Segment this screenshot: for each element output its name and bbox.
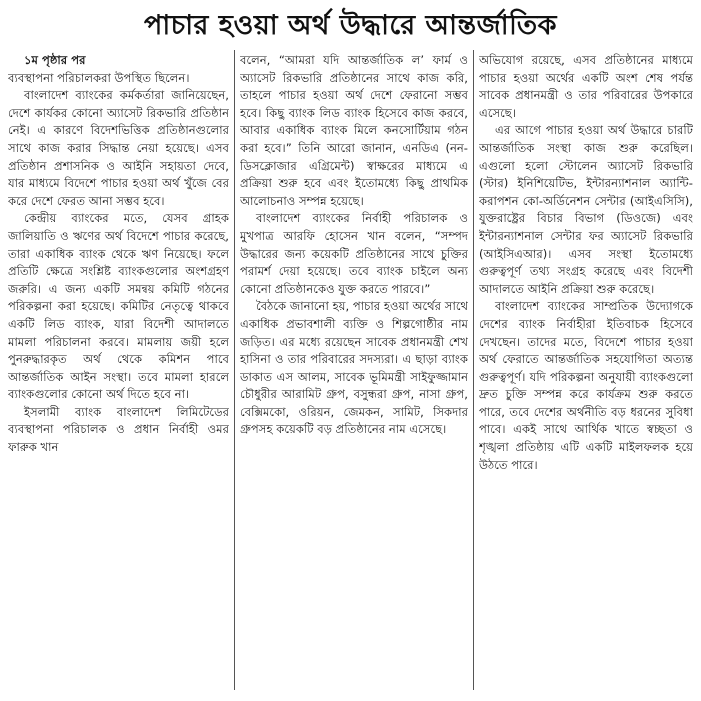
article-headline: পাচার হওয়া অর্থ উদ্ধারে আন্তর্জাতিক [144,10,557,41]
paragraph: বাংলাদেশ ব্যাংকের নির্বাহী পরিচালক ও মুখপাত্র আরফি হোসেন খান বলেন, “সম্পদ উদ্ধারের জন্য কয়েকটি প্রতিষ্ঠানের সাথে চুক্তির পরামর্শ দেয়া হয়েছে। তবে ব্যাংক চাইলে অন্য কোনো প্রতিষ্ঠানকেও যুক্ত করতে পারবে।” [240,211,468,296]
paragraph: এর আগে পাচার হওয়া অর্থ উদ্ধারে চারটি আন্তর্জাতিক সংস্থা কাজ শুরু করেছিল। এগুলো হলো স্টোলেন অ্যাসেট রিকভারি (স্টার) ইনিশিয়েটিভ, ইন্টারন্যাশনাল অ্যান্টি-করাপশন কো-অর্ডিনেশন সেন্টার (আইএসিসি), যুক্তরাষ্ট্রের বিচার বিভাগ (ডিওজে) এবং ইন্টারন্যাশনাল সেন্টার ফর অ্যাসেট রিকভারি (আইসিএআর)। এসব সংস্থা ইতোমধ্যে গুরুত্বপূর্ণ তথ্য সংগ্রহ করেছে এবং বিদেশী আদালতে আইনি প্রক্রিয়া শুরু করেছে। [479,123,693,296]
paragraph: বলেন, “আমরা যদি আন্তর্জাতিক ল’ ফার্ম ও অ্যাসেট রিকভারি প্রতিষ্ঠানের সাথে কাজ করি, তাহলে পাচার হওয়া অর্থ দেশে ফেরানো সম্ভব হবে। কিছু ব্যাংক লিড ব্যাংক হিসেবে কাজ করবে, আবার একাধিক ব্যাংক মিলে কনসোর্টিয়াম গঠন করা হবে।” তিনি আরো জানান, এনডিএ (নন-ডিসক্লোজার এগ্রিমেন্ট) স্বাক্ষরের মাধ্যমে এ প্রক্রিয়া শুরু হবে এবং ইতোমধ্যে কিছু প্রাথমিক আলোচনাও সম্পন্ন হয়েছে। [240,53,468,208]
paragraph: ইসলামী ব্যাংক বাংলাদেশ লিমিটেডের ব্যবস্থাপনা পরিচালক ও প্রধান নির্বাহী ওমর ফারুক খান [8,404,229,455]
paragraph: বাংলাদেশ ব্যাংকের কর্মকর্তারা জানিয়েছেন, দেশে কার্যকর কোনো অ্যাসেট রিকভারি প্রতিষ্ঠান নেই। এ কারণে বিদেশভিত্তিক প্রতিষ্ঠানগুলোর সাথে কাজ করার সিদ্ধান্ত নেয়া হয়েছে। এসব প্রতিষ্ঠান প্রশাসনিক ও আইনি সহায়তা দেবে, যার মাধ্যমে বিদেশে পাচার হওয়া অর্থ খুঁজে বের করে দেশে ফেরত আনা সম্ভব হবে। [8,88,229,208]
continued-from-label: ১ম পৃষ্ঠার পর [24,53,86,67]
paragraph: কেন্দ্রীয় ব্যাংকের মতে, যেসব গ্রাহক জালিয়াতি ও ঋণের অর্থ বিদেশে পাচার করেছে, তারা একাধিক ব্যাংক থেকে ঋণ নিয়েছে। ফলে প্রতিটি ক্ষেত্রে সংশ্লিষ্ট ব্যাংকগুলোর অংশগ্রহণ জরুরি। এ জন্য একটি সমন্বয় কমিটি গঠনের পরিকল্পনা করা হয়েছে। কমিটির নেতৃত্বে থাকবে একটি লিড ব্যাংক, যারা বিদেশী আদালতে মামলা পরিচালনা করবে। মামলায় জয়ী হলে পুনরুদ্ধারকৃত অর্থ থেকে কমিশন পাবে আন্তর্জাতিক আইন সংস্থা। তবে মামলা হারলে ব্যাংকগুলোর কোনো অর্থ দিতে হবে না। [8,211,229,402]
paragraph: বাংলাদেশ ব্যাংকের সাম্প্রতিক উদ্যোগকে দেশের ব্যাংক নির্বাহীরা ইতিবাচক হিসেবে দেখছেন। তাদের মতে, বিদেশে পাচার হওয়া অর্থ ফেরাতে আন্তর্জাতিক সহযোগিতা অত্যন্ত গুরুত্বপূর্ণ। যদি পরিকল্পনা অনুযায়ী ব্যাংকগুলো দ্রুত চুক্তি সম্পন্ন করে কার্যক্রম শুরু করতে পারে, তবে দেশের অর্থনীতি বড় ধরনের সুবিধা পাবে। একই সাথে আর্থিক খাতে স্বচ্ছতা ও শৃঙ্খলা প্রতিষ্ঠায় এটি একটি মাইলফলক হয়ে উঠতে পারে। [479,299,693,472]
paragraph: ব্যবস্থাপনা পরিচালকরা উপস্থিত ছিলেন। [8,70,190,85]
paragraph: অভিযোগ রয়েছে, এসব প্রতিষ্ঠানের মাধ্যমে পাচার হওয়া অর্থের একটি অংশ শেষ পর্যন্ত সাবেক প্রধানমন্ত্রী ও তার পরিবারের উপকারে এসেছে। [479,53,693,120]
paragraph: বৈঠকে জানানো হয়, পাচার হওয়া অর্থের সাথে একাধিক প্রভাবশালী ব্যক্তি ও শিল্পগোষ্ঠীর নাম জড়িত। এর মধ্যে রয়েছেন সাবেক প্রধানমন্ত্রী শেখ হাসিনা ও তার পরিবারের সদস্যরা। এ ছাড়া ব্যাংক ডাকাত এস আলম, সাবেক ভূমিমন্ত্রী সাইফুজ্জামান চৌধুরীর আরামিট গ্রুপ, বসুন্ধরা গ্রুপ, নাসা গ্রুপ, বেক্সিমকো, ওরিয়ন, জেমকন, সামিট, সিকদার গ্রুপসহ কয়েকটি বড় প্রতিষ্ঠানের নাম এসেছে। [240,299,468,437]
article-column-2 [240,52,468,698]
column-divider [234,50,235,690]
column-divider [473,50,474,690]
article-column-1 [8,52,229,698]
article-column-3 [479,52,693,698]
